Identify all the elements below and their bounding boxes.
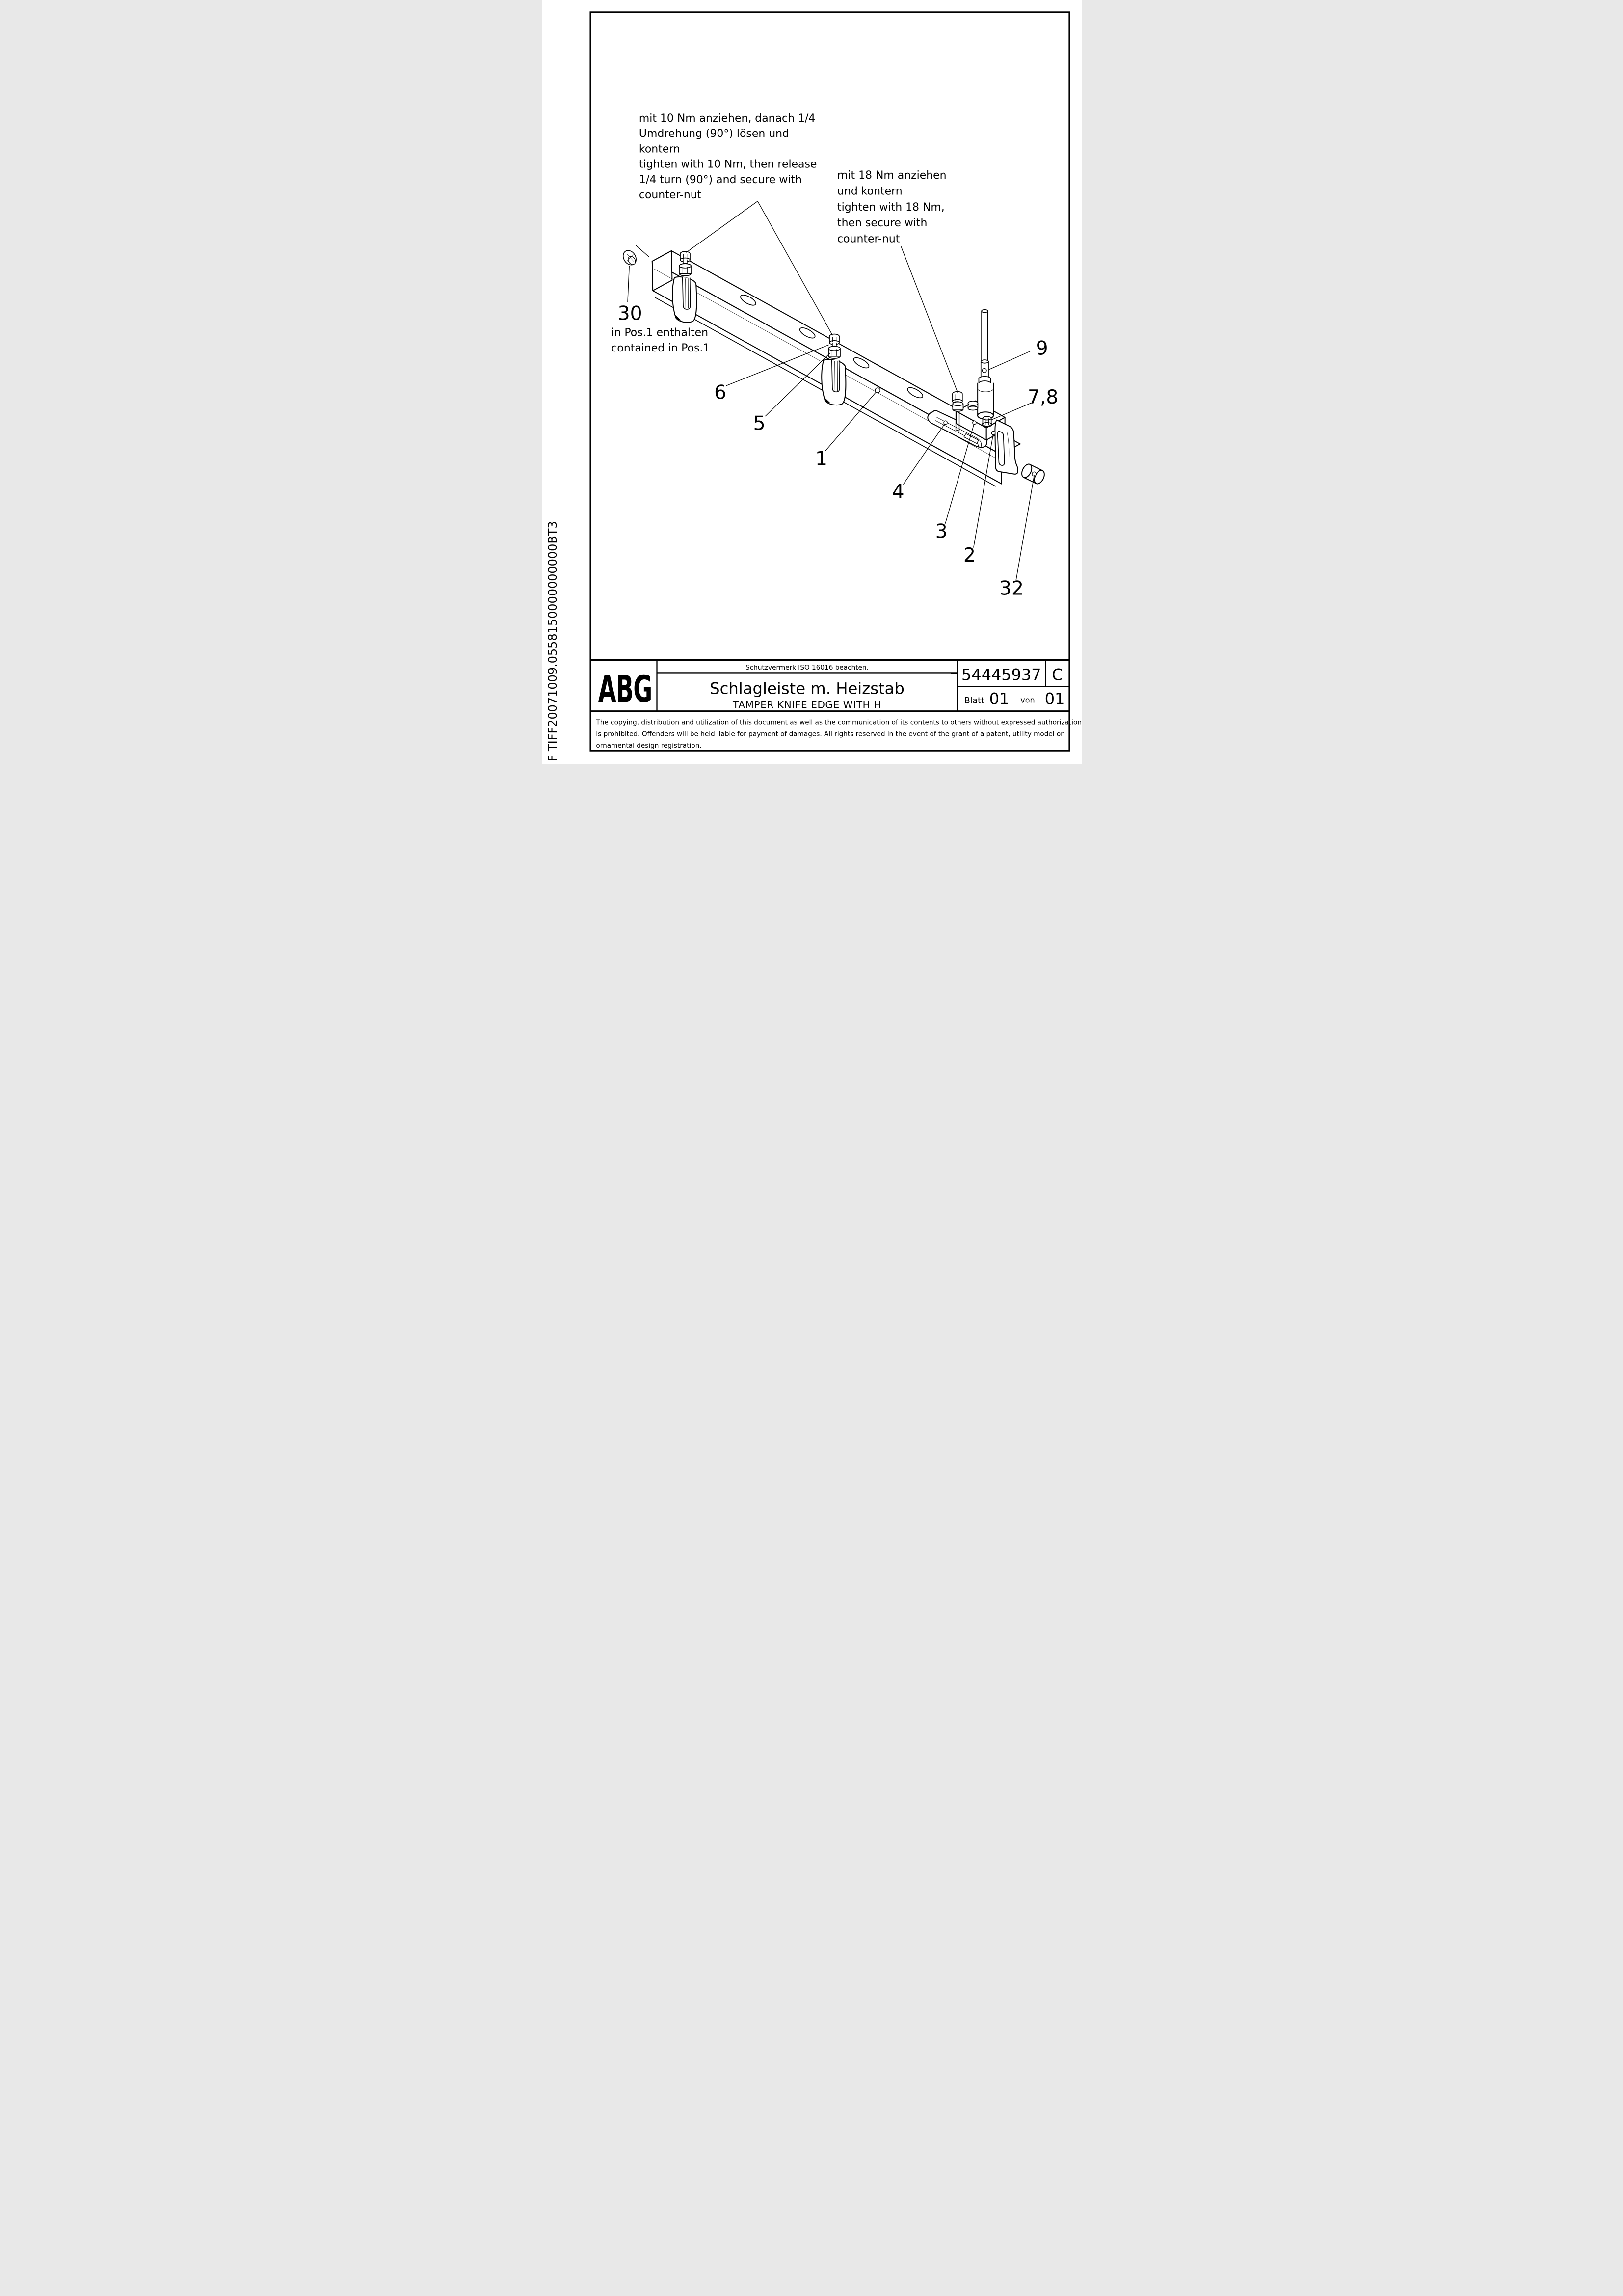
company-logo: ABG (598, 668, 652, 711)
endpoint-pos3 (972, 421, 976, 424)
side-file-code: F TIFF20071009.0558150000000000BT3 (545, 521, 559, 762)
callout-4: 4 (892, 481, 905, 504)
note-line: counter-nut (837, 233, 900, 245)
note-line: counter-nut (639, 189, 701, 202)
note-line: und kontern (837, 185, 903, 198)
callout-1: 1 (815, 448, 827, 470)
note-line: contained in Pos.1 (611, 342, 710, 354)
endpoint-pos4 (943, 421, 947, 424)
drawing-sheet (542, 0, 1082, 764)
callout-2: 2 (963, 544, 976, 567)
sheet-label: Blatt (964, 696, 984, 706)
callout-9: 9 (1036, 337, 1048, 360)
note-line: in Pos.1 enthalten (611, 326, 708, 339)
revision-letter: C (1051, 665, 1063, 684)
drawing-number: 54445937 (961, 665, 1041, 684)
note-line: mit 10 Nm anziehen, danach 1/4 (639, 112, 815, 125)
sheet-number: 01 (989, 689, 1009, 708)
knife-blade-segment-left (672, 277, 696, 323)
callout-32: 32 (999, 577, 1024, 600)
legal-line: The copying, distribution and utilization of this document as well as the communication of its contents to others without expressed authorization (595, 718, 1082, 727)
note-line: Umdrehung (90°) lösen und (639, 128, 789, 140)
endpoint-pos2 (991, 431, 995, 434)
note-line: tighten with 10 Nm, then release (639, 158, 817, 171)
knife-blade-segment-middle (822, 359, 846, 405)
endpoint-pos1 (875, 388, 880, 393)
note-line: mit 18 Nm anziehen (837, 169, 947, 182)
rod-pin-hole (982, 368, 986, 373)
sheet-total: 01 (1044, 689, 1064, 708)
legal-line: ornamental design registration. (595, 741, 702, 750)
drawing-title-de: Schlagleiste m. Heizstab (709, 679, 905, 698)
callout-7-8: 7,8 (1027, 386, 1058, 409)
note-line: 1/4 turn (90°) and secure with (639, 173, 802, 186)
note-line: tighten with 18 Nm, (837, 201, 945, 214)
callout-30: 30 (617, 302, 642, 325)
of-label: von (1020, 695, 1035, 705)
note-line: kontern (639, 143, 680, 156)
dome-screw-pos7 (968, 401, 978, 410)
note-line: then secure with (837, 217, 927, 230)
callout-5: 5 (753, 412, 766, 435)
drawing-title-en: TAMPER KNIFE EDGE WITH H (732, 699, 881, 711)
protection-note: Schutzvermerk ISO 16016 beachten. (745, 663, 869, 672)
callout-6: 6 (714, 381, 726, 404)
hex-bolt-washer-pos7-8 (982, 416, 992, 427)
legal-line: is prohibited. Offenders will be held liable for payment of damages. All rights reserved in the event of the grant of a patent, utility model or (595, 730, 1064, 738)
callout-3: 3 (935, 520, 948, 543)
